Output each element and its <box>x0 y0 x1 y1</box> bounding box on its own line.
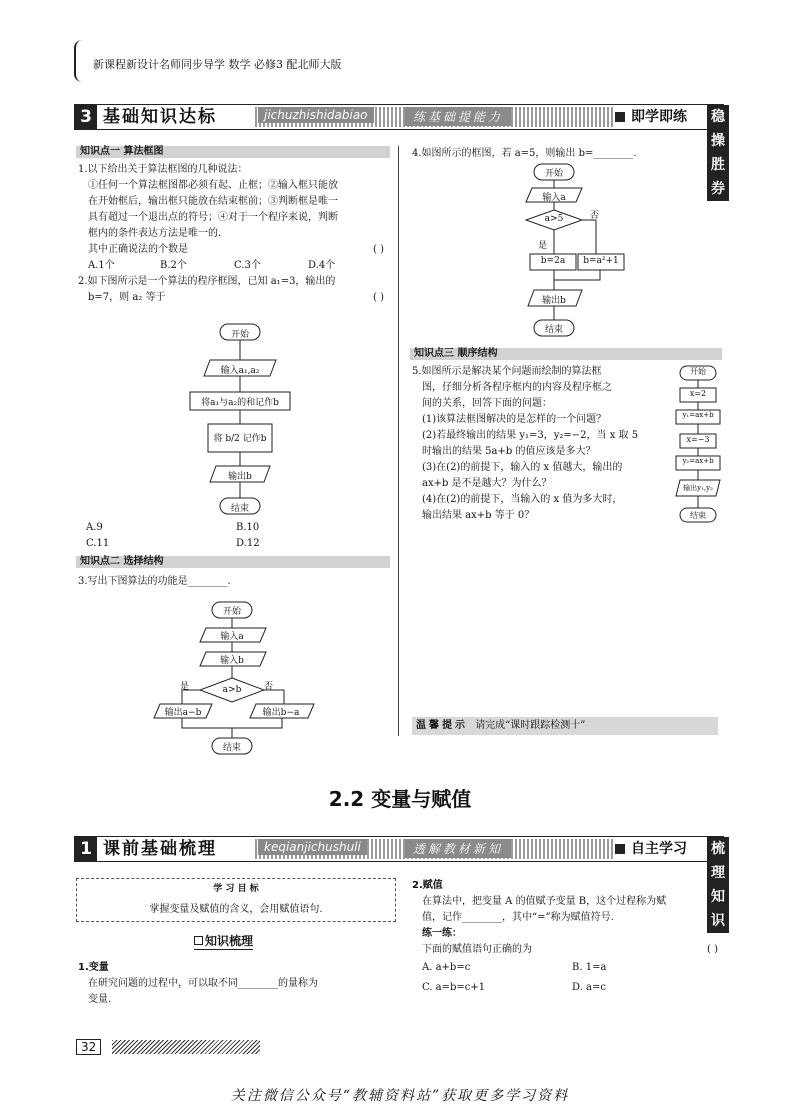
question-5 <box>412 364 668 524</box>
q4-flow-right-box: b=a²+1 <box>583 256 619 266</box>
page-number-box: 32 <box>76 1039 101 1055</box>
column-divider <box>398 146 399 736</box>
tip-label: 温馨提示 <box>416 720 468 731</box>
concept-variable <box>78 960 396 1008</box>
q2-option-c: C.11 <box>86 538 110 549</box>
q2-flow-end: 结束 <box>230 504 249 514</box>
q5-line: (4)在(2)的前提下，当输入的 x 值为多大时， <box>422 494 623 505</box>
bar-right-label-2: 稳操胜券 <box>707 105 729 201</box>
q5-flow-start: 开始 <box>690 367 706 376</box>
q3-flow-input-b: 输入b <box>220 656 244 666</box>
variable-line1: 在研究问题的过程中，可以取不同________的量称为 <box>88 978 318 989</box>
q5-line: (1)该算法框图解决的是怎样的一个问题？ <box>422 414 607 425</box>
q3-flowchart <box>150 598 330 758</box>
q2-answer-paren: ( ) <box>373 292 384 303</box>
practice-answer-paren: ( ) <box>707 944 718 955</box>
q1-line: 框内的条件表达方法是唯一的. <box>88 228 222 239</box>
bar-right-label: 自主学习 <box>631 841 687 857</box>
running-header: 新课程新设计名师同步导学 数学 必修3 配北师大版 <box>93 58 342 71</box>
bar-right-label-2: 梳理知识 <box>707 837 729 933</box>
bar-number: 1 <box>75 837 97 861</box>
q1-line: 具有超过一个退出点的符号；④对于一个程序来说，判断 <box>88 212 338 223</box>
q1-option-d: D.4个 <box>308 260 336 271</box>
q5-line: 5.如图所示是解决某个问题而绘制的算法框 <box>412 366 602 377</box>
q4-flow-left-box: b=2a <box>540 256 566 266</box>
concept-assignment <box>412 878 722 996</box>
q1-stem: 其中正确说法的个数是 <box>88 244 188 255</box>
section-title: 2.2 变量与赋值 <box>328 787 472 811</box>
bar-square-icon <box>615 844 625 854</box>
practice-option-d: D. a=c <box>572 982 606 993</box>
variable-line2: 变量. <box>88 994 112 1005</box>
q4-flow-input: 输入a <box>542 193 566 203</box>
q2-flow-output: 输出b <box>228 472 252 482</box>
practice-option-a: A. a+b=c <box>422 962 471 973</box>
goal-label: 学 习 目 标 <box>213 884 259 894</box>
bar-slogan: 透解教材新知 <box>405 839 511 858</box>
q4-flow-condition: a>5 <box>544 214 564 224</box>
q5-line: (2)若最终输出的结果 y₁=3，y₂=−2，当 x 取 5 <box>422 430 639 441</box>
q2-option-d: D.12 <box>236 538 260 549</box>
q2-option-b: B.10 <box>236 522 260 533</box>
practice-heading: 练一练： <box>422 928 462 939</box>
page-number <box>76 1040 101 1054</box>
q5-line: ax+b 是不是越大？为什么？ <box>422 478 552 489</box>
question-3: 3.写出下图算法的功能是________. <box>78 576 231 587</box>
q1-option-c: C.3个 <box>234 260 261 271</box>
section-knowledge-2: 知识点二 选择结构 <box>76 556 390 568</box>
bar-square-icon <box>615 112 625 122</box>
q3-flow-start: 开始 <box>222 607 241 617</box>
q3-flow-output-left: 输出a−b <box>164 708 202 718</box>
q1-option-a: A.1个 <box>88 260 115 271</box>
q5-line: (3)在(2)的前提下，输入的 x 值越大，输出的 <box>422 462 623 473</box>
bar-pinyin: jichuzhishidabiao <box>258 107 374 123</box>
question-4: 4.如图所示的框图，若 a=5，则输出 b=________. <box>412 148 637 159</box>
q5-flow-x2: x=−3 <box>686 435 710 444</box>
question-1 <box>78 162 396 306</box>
q2-flowchart <box>150 322 340 522</box>
q5-line: 输出结果 ax+b 等于 0？ <box>422 510 535 521</box>
q5-flow-x1: x=2 <box>689 389 707 398</box>
q2-options <box>86 520 386 552</box>
q4-flow-start: 开始 <box>544 169 563 179</box>
q5-line: 图，仔细分析各程序框内的内容及程序框之 <box>422 382 612 393</box>
bar-pinyin: keqianjichushuli <box>258 839 367 855</box>
q5-line: 间的关系，回答下面的问题： <box>422 398 552 409</box>
practice-stem: 下面的赋值语句正确的为 <box>422 944 532 955</box>
q1-line: ①任何一个算法框图都必须有起、止框；②输入框只能放 <box>88 180 338 191</box>
q2-flow-start: 开始 <box>230 330 249 340</box>
page-number-pattern <box>112 1040 260 1054</box>
practice-option-c: C. a=b=c+1 <box>422 982 486 993</box>
footer-note: 关注微信公众号“教辅资料站”获取更多学习资料 <box>230 1088 570 1104</box>
q3-flow-condition: a>b <box>222 685 242 695</box>
q3-flow-yes: 是 <box>180 682 190 692</box>
bar-title: 课前基础梳理 <box>103 839 217 859</box>
q2-option-a: A.9 <box>86 522 103 533</box>
practice-option-b: B. 1=a <box>572 962 607 973</box>
q4-flow-no: 否 <box>590 211 600 221</box>
q4-flow-end: 结束 <box>544 325 563 335</box>
q3-flow-no: 否 <box>264 682 274 692</box>
section-knowledge-1: 知识点一 算法框图 <box>76 146 390 158</box>
q2-line1: 2.如下图所示是一个算法的程序框图，已知 a₁=3，输出的 <box>78 276 336 287</box>
q2-flow-input: 输入a₁,a₂ <box>220 366 260 376</box>
q1-line: 1.以下给出关于算法框图的几种说法： <box>78 164 248 175</box>
bar-slogan: 练基础提能力 <box>405 107 511 126</box>
knowledge-summary-heading <box>194 932 253 950</box>
tip-text: 请完成“课时跟踪检测十” <box>475 720 586 731</box>
q2-flow-half: 将 b/2 记作b <box>213 434 267 444</box>
q3-flow-output-right: 输出b−a <box>262 708 300 718</box>
tip-banner <box>412 717 718 735</box>
q1-answer-paren: ( ) <box>373 244 384 255</box>
header-bracket <box>74 40 86 82</box>
q1-line: 在开始框后，输出框只能放在结束框前；③判断框是唯一 <box>88 196 338 207</box>
q2-line2: b=7，则 a₂ 等于 <box>88 292 166 303</box>
q5-flow-y1: y₁=ax+b <box>682 411 714 419</box>
knowledge-summary-label: 知识梳理 <box>205 934 254 948</box>
q3-flow-input-a: 输入a <box>220 632 244 642</box>
q4-flow-output: 输出b <box>542 296 566 306</box>
bar-number: 3 <box>75 105 97 129</box>
q5-line: 时输出的结果 5a+b 的值应该是多大？ <box>422 446 596 457</box>
q5-flow-end: 结束 <box>690 511 706 520</box>
assignment-heading: 2.赋值 <box>412 880 443 891</box>
q1-option-b: B.2个 <box>160 260 187 271</box>
q5-flow-y2: y₂=ax+b <box>682 457 714 465</box>
section-knowledge-3: 知识点三 顺序结构 <box>410 348 722 360</box>
assignment-line1: 在算法中，把变量 A 的值赋予变量 B，这个过程称为赋 <box>422 896 667 907</box>
assignment-line2: 值，记作________，其中“=”称为赋值符号. <box>422 912 614 923</box>
learning-goal-box <box>76 878 396 922</box>
square-bullet-icon <box>194 936 203 945</box>
q5-flow-output: 输出y₁,y₂ <box>683 484 713 492</box>
bar-title: 基础知识达标 <box>103 107 217 127</box>
q3-flow-end: 结束 <box>222 743 241 753</box>
variable-heading: 1.变量 <box>78 962 109 973</box>
bar-right-label: 即学即练 <box>631 109 687 125</box>
q4-flow-yes: 是 <box>538 241 548 251</box>
goal-text: 掌握变量及赋值的含义，会用赋值语句. <box>149 904 323 915</box>
q4-flowchart <box>520 162 630 342</box>
q2-flow-sum: 将a₁与a₂的和记作b <box>201 398 279 408</box>
